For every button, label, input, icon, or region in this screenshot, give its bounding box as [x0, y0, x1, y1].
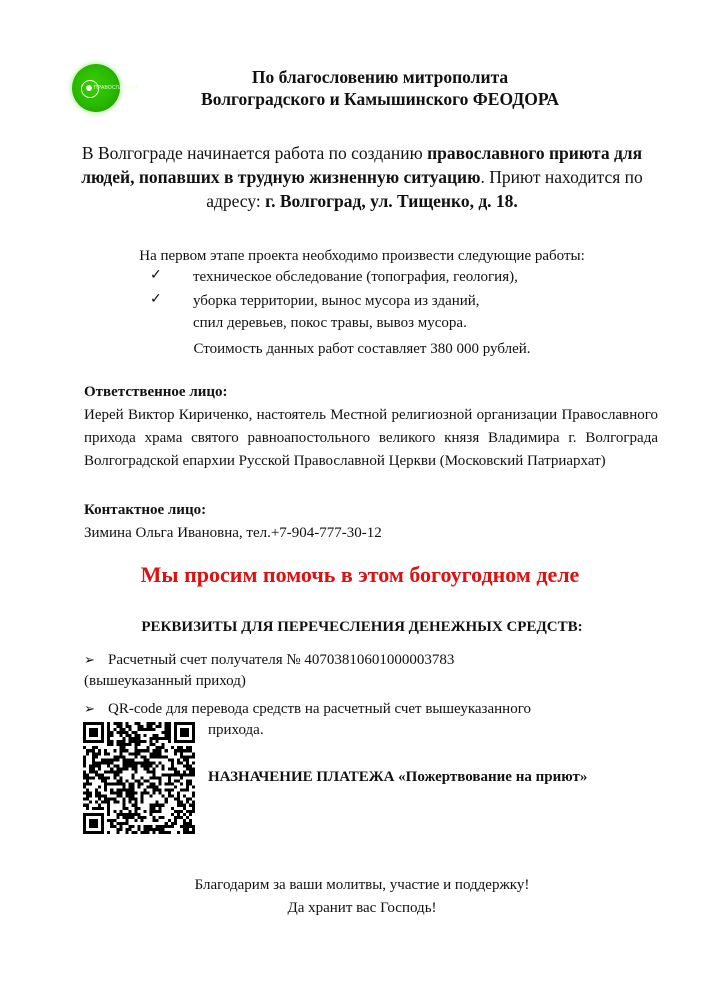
- intro-text-2: . Приют находится по адресу:: [206, 167, 643, 211]
- contact-label: Контактное лицо:: [84, 502, 207, 518]
- account-note: (вышеуказанный приход): [84, 673, 246, 689]
- work-item-2-line-2: спил деревьев, покос травы, вывоз мусора.: [193, 315, 467, 331]
- blessing-line-2: Волгоградского и Камышинского ФЕОДОРА: [201, 89, 559, 109]
- works-cost: Стоимость данных работ составляет 380 000 рублей.: [193, 341, 531, 357]
- donation-appeal: Мы просим помочь в этом богоугодном деле: [140, 562, 580, 587]
- check-icon: ✓: [150, 292, 162, 307]
- check-icon: ✓: [150, 268, 162, 283]
- arrow-bullet-icon: ➢: [84, 652, 95, 667]
- contact-text: Зимина Ольга Ивановна, тел.+7-904-777-30-12: [84, 525, 382, 541]
- qr-description: QR-code для перевода средств на расчетный счет вышеуказанного: [108, 701, 531, 717]
- requisites-title: РЕКВИЗИТЫ ДЛЯ ПЕРЕЧЕСЛЕНИЯ ДЕНЕЖНЫХ СРЕДСТВ:: [141, 619, 583, 635]
- arrow-bullet-icon: ➢: [84, 701, 95, 716]
- work-item-2-line-1: уборка территории, вынос мусора из зданий,: [193, 293, 480, 309]
- account-number: Расчетный счет получателя № 40703810601000003783: [108, 652, 455, 668]
- intro-text-1: В Волгограде начинается работа по созданию: [81, 143, 428, 163]
- works-intro: На первом этапе проекта необходимо произвести следующие работы:: [139, 248, 585, 264]
- responsible-label: Ответственное лицо:: [84, 384, 228, 400]
- shelter-address: г. Волгоград, ул. Тищенко, д. 18.: [265, 191, 518, 211]
- intro-paragraph: [60, 141, 664, 213]
- parish-logo: [72, 64, 139, 112]
- work-item-1: техническое обследование (топография, геология),: [193, 269, 518, 285]
- blessing-line-1: По благословению митрополита: [251, 67, 509, 87]
- closing: [60, 874, 664, 920]
- payment-qr-code: [83, 722, 195, 834]
- closing-line-1: Благодарим за ваши молитвы, участие и поддержку!: [194, 877, 530, 893]
- qr-description-cont: прихода.: [208, 722, 264, 738]
- logo-text: ПРАВОСЛАВНЫЙ: [94, 85, 139, 91]
- closing-line-2: Да хранит вас Господь!: [287, 900, 437, 916]
- payment-purpose: НАЗНАЧЕНИЕ ПЛАТЕЖА «Пожертвование на приют»: [208, 769, 588, 785]
- blessing-header: [150, 66, 610, 110]
- responsible-text: Иерей Виктор Кириченко, настоятель Местной религиозной организации Православного прихода храма святого равноапостольного великого князя Владимира г. Волгограда Волгоградской епархии Русской Православной Церкви (Московский Патриархат): [84, 407, 658, 469]
- shelter-description: православного приюта для людей, попавших в трудную жизненную ситуацию: [81, 143, 643, 187]
